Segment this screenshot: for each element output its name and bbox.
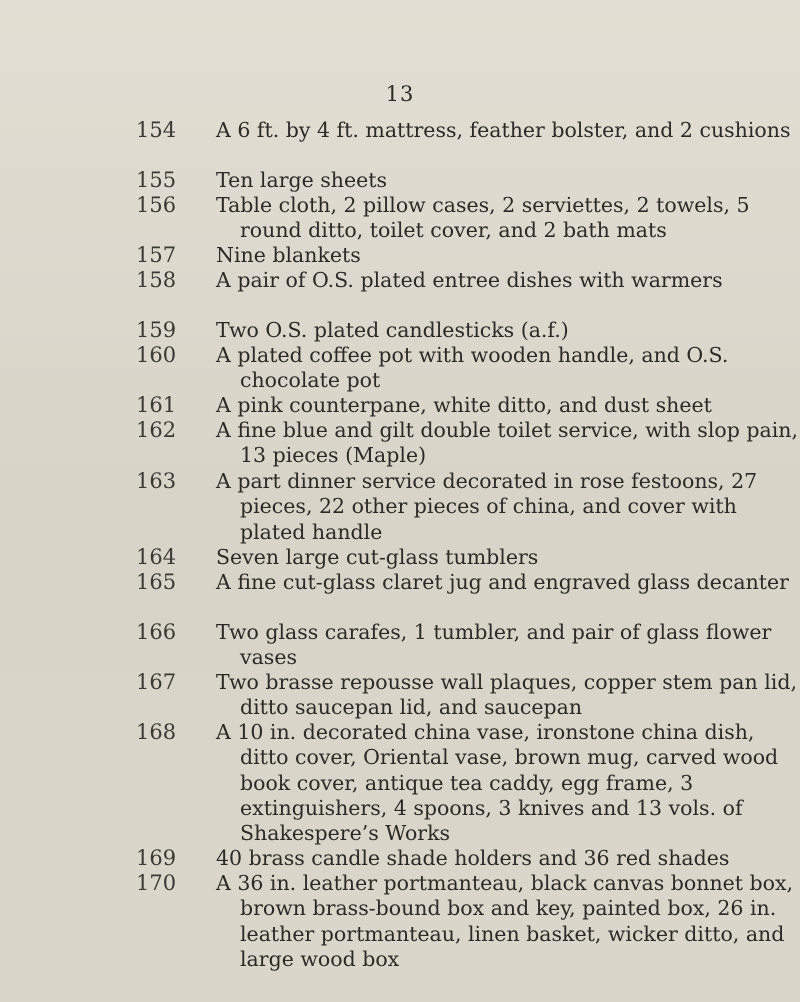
lot-description: A 36 in. leather portmanteau, black canvas bonnet box, brown brass-bound box and key, painted box, 26 in. leather portmanteau, linen basket, wicker ditto, and large wood box <box>216 871 794 971</box>
lot-number: 164 <box>136 545 177 569</box>
lot-number: 160 <box>136 343 177 367</box>
lot-number: 154 <box>136 118 177 142</box>
lot-number: 166 <box>136 620 177 644</box>
lot-number: 165 <box>136 570 177 594</box>
lot-number: 167 <box>136 670 177 694</box>
lot-description: Two brasse repousse wall plaques, copper stem pan lid, ditto saucepan lid, and saucepan <box>216 670 797 720</box>
lot-number: 162 <box>136 418 177 442</box>
lot-number: 157 <box>136 243 177 267</box>
lot-description: A plated coffee pot with wooden handle, and O.S. chocolate pot <box>216 343 729 393</box>
lot-number: 170 <box>136 871 177 895</box>
lot-number: 169 <box>136 846 177 870</box>
lot-number: 161 <box>136 393 177 417</box>
lot-description: A pair of O.S. plated entree dishes with warmers <box>216 268 723 292</box>
lot-number: 155 <box>136 168 177 192</box>
lot-description: A part dinner service decorated in rose festoons, 27 pieces, 22 other pieces of china, and cover with plated handle <box>216 469 758 544</box>
lot-description: A pink counterpane, white ditto, and dust sheet <box>216 393 712 417</box>
lot-description: Seven large cut-glass tumblers <box>216 545 539 569</box>
lot-number: 159 <box>136 318 177 342</box>
lot-description: Two glass carafes, 1 tumbler, and pair of glass flower vases <box>216 620 772 670</box>
page-number: 13 <box>385 82 415 106</box>
lot-description: Two O.S. plated candlesticks (a.f.) <box>216 318 569 342</box>
lot-description: A fine blue and gilt double toilet service, with slop pain, 13 pieces (Maple) <box>216 418 798 468</box>
lot-number: 158 <box>136 268 177 292</box>
lot-description: A 10 in. decorated china vase, ironstone china dish, ditto cover, Oriental vase, brown mug, carved wood book cover, antique tea caddy, egg frame, 3 extinguishers, 4 spoons, 3 knives and 13 vols. of Shakespere’s Works <box>216 720 779 846</box>
lot-number: 163 <box>136 469 177 493</box>
lot-description: Nine blankets <box>216 243 361 267</box>
lot-description: Ten large sheets <box>216 168 388 192</box>
lot-number: 168 <box>136 720 177 744</box>
lot-description: A 6 ft. by 4 ft. mattress, feather bolster, and 2 cushions <box>216 118 791 142</box>
lot-description: 40 brass candle shade holders and 36 red shades <box>216 846 730 870</box>
lot-number: 156 <box>136 193 177 217</box>
lot-description: A fine cut-glass claret jug and engraved glass decanter <box>216 570 789 594</box>
lot-description: Table cloth, 2 pillow cases, 2 serviettes, 2 towels, 5 round ditto, toilet cover, and 2 bath mats <box>216 193 750 243</box>
